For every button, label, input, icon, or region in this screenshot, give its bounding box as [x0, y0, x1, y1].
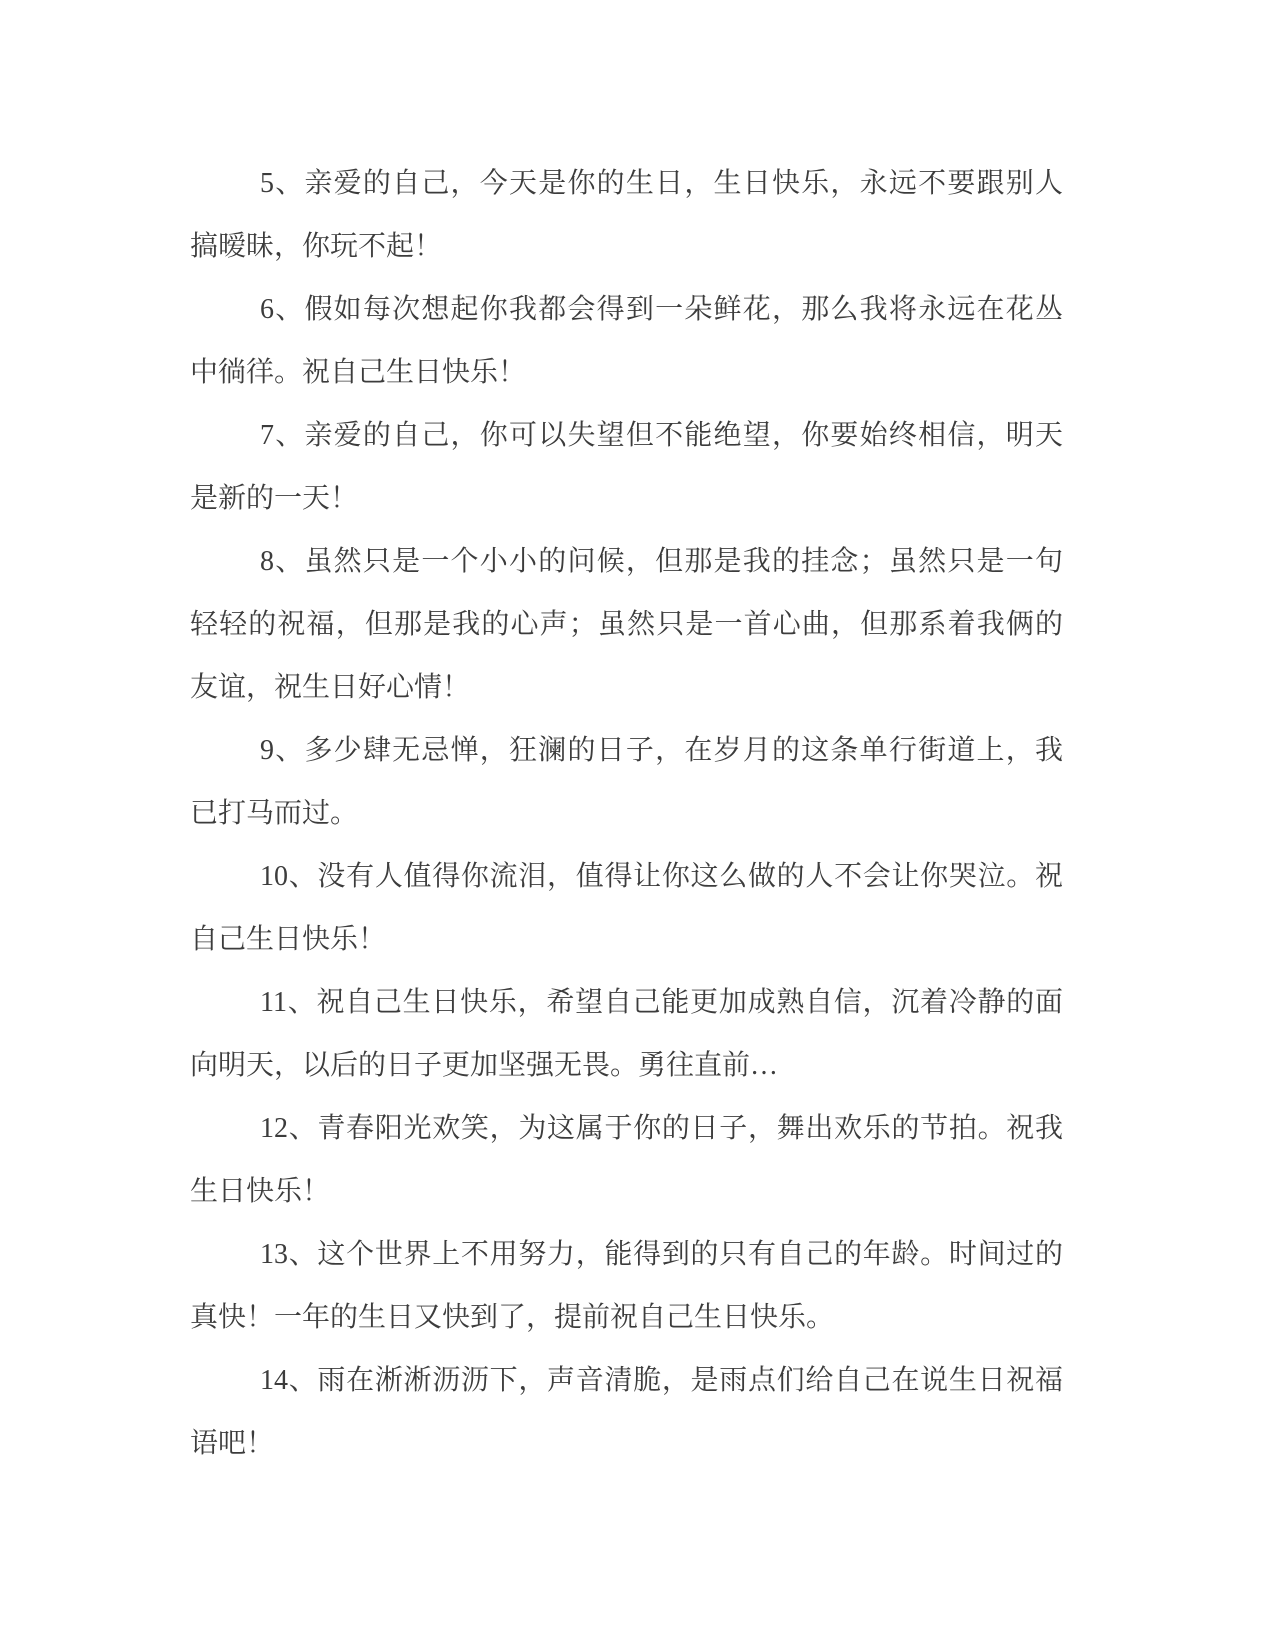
text-line: 12、青春阳光欢笑，为这属于你的日子，舞出欢乐的节拍。祝我: [260, 1113, 1063, 1144]
text-line: 10、没有人值得你流泪，值得让你这么做的人不会让你哭泣。祝: [260, 861, 1063, 892]
text-line: 11、祝自己生日快乐，希望自己能更加成熟自信，沉着冷静的面: [260, 987, 1063, 1018]
text-line: 6、假如每次想起你我都会得到一朵鲜花，那么我将永远在花丛: [260, 294, 1063, 325]
text-line: 真快！一年的生日又快到了，提前祝自己生日快乐。: [190, 1302, 835, 1333]
text-line: 语吧！: [190, 1428, 275, 1459]
text-line: 8、虽然只是一个小小的问候，但那是我的挂念；虽然只是一句: [260, 546, 1063, 577]
text-line: 搞暧昧，你玩不起！: [190, 231, 443, 262]
text-line: 5、亲爱的自己，今天是你的生日，生日快乐，永远不要跟别人: [260, 168, 1063, 199]
document-text: [190, 152, 1063, 1475]
text-line: 生日快乐！: [190, 1176, 331, 1207]
text-line: 是新的一天！: [190, 483, 359, 514]
text-line: 友谊，祝生日好心情！: [190, 672, 471, 703]
text-line: 向明天，以后的日子更加坚强无畏。勇往直前…: [190, 1050, 779, 1081]
text-line: 13、这个世界上不用努力，能得到的只有自己的年龄。时间过的: [260, 1239, 1063, 1270]
text-line: 已打马而过。: [190, 798, 359, 829]
text-line: 9、多少肆无忌惮，狂澜的日子，在岁月的这条单行街道上，我: [260, 735, 1063, 766]
text-line: 自己生日快乐！: [190, 924, 387, 955]
text-line: 7、亲爱的自己，你可以失望但不能绝望，你要始终相信，明天: [260, 420, 1063, 451]
text-line: 轻轻的祝福，但那是我的心声；虽然只是一首心曲，但那系着我俩的: [190, 609, 1063, 640]
text-line: 14、雨在淅淅沥沥下，声音清脆，是雨点们给自己在说生日祝福: [260, 1365, 1063, 1396]
text-line: 中徜徉。祝自己生日快乐！: [190, 357, 527, 388]
